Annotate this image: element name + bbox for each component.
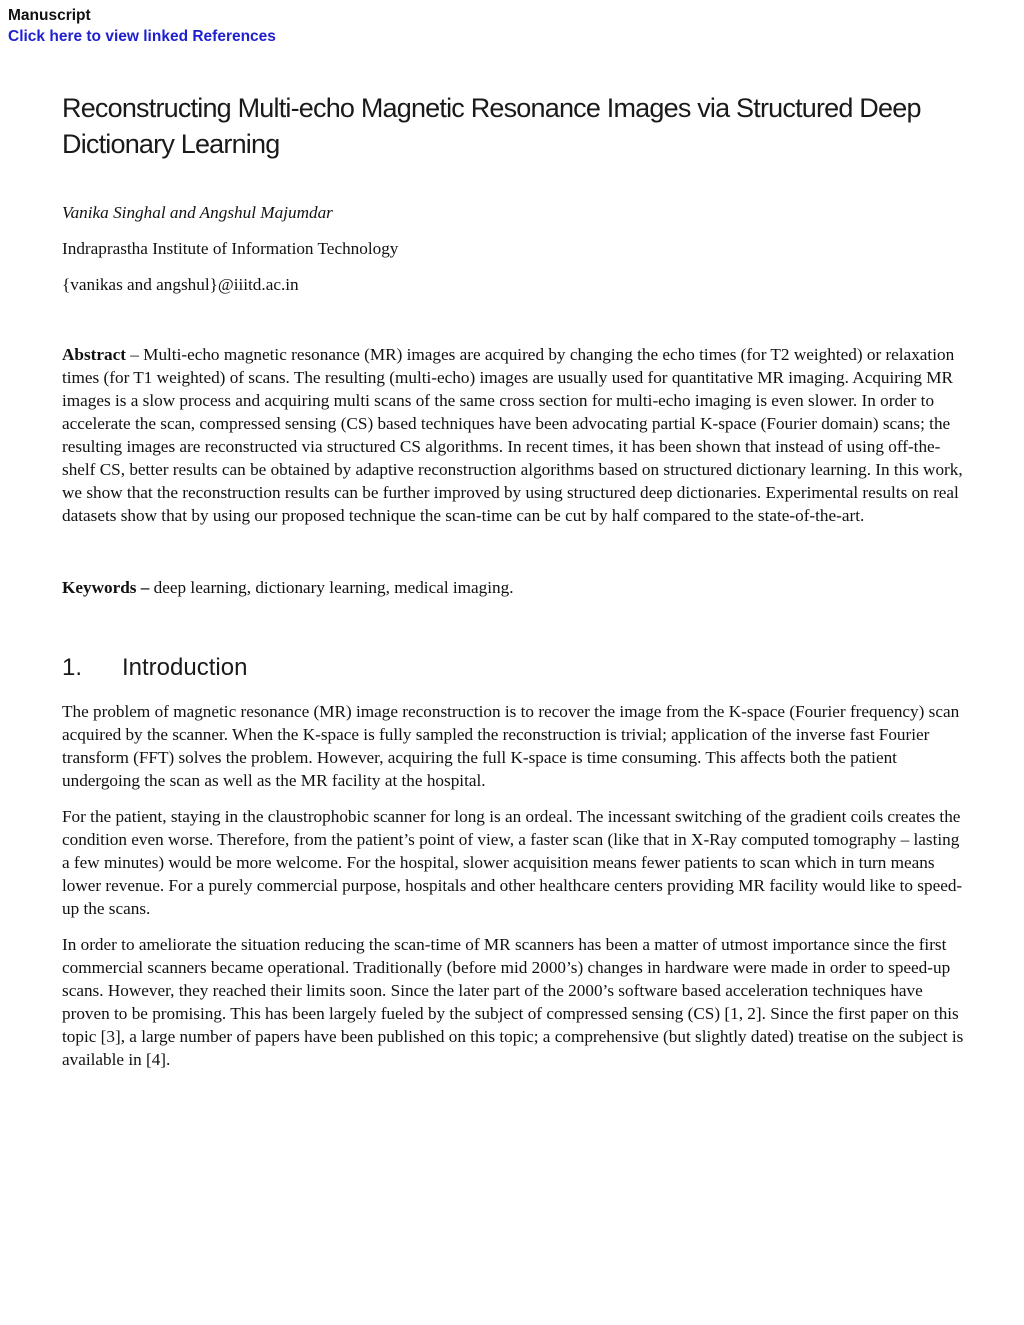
affiliation: Indraprastha Institute of Information Technology	[62, 239, 399, 258]
title-line-1: Reconstructing Multi-echo Magnetic Resonance Images via Structured Deep	[62, 93, 921, 123]
abstract-label: Abstract	[62, 345, 126, 364]
linked-references-link[interactable]: Click here to view linked References	[8, 28, 276, 45]
abstract	[62, 343, 967, 527]
authors: Vanika Singhal and Angshul Majumdar	[62, 203, 333, 222]
keywords	[62, 576, 967, 599]
email: {vanikas and angshul}@iiitd.ac.in	[62, 275, 299, 294]
abstract-text: – Multi-echo magnetic resonance (MR) images are acquired by changing the echo times (for T2 weighted) or relaxation times (for T1 weighted) of scans. The resulting (multi-echo) images are usually used for quantitative MR imaging. Acquiring MR images is a slow process and acquiring multi scans of the same cross section for multi-echo imaging is even slower. In order to accelerate the scan, compressed sensing (CS) based techniques have been advocating partial K-space (Fourier domain) scans; the resulting images are reconstructed via structured CS algorithms. In recent times, it has been shown that instead of using off-the-shelf CS, better results can be obtained by adaptive reconstruction algorithms based on structured dictionary learning. In this work, we show that the reconstruction results can be further improved by using structured deep dictionaries. Experimental results on real datasets show that by using our proposed technique the scan-time can be cut by half compared to the state-of-the-art.	[62, 345, 963, 525]
section-title: Introduction	[122, 654, 248, 681]
paper-body	[62, 90, 967, 1071]
keywords-label: Keywords –	[62, 578, 150, 597]
paper-title	[62, 90, 967, 162]
intro-paragraph-3: In order to ameliorate the situation reducing the scan-time of MR scanners has been a matter of utmost importance since the first commercial scanners became operational. Traditionally (before mid 2000’s) changes in hardware were made in order to speed-up scans. However, they reached their limits soon. Since the later part of the 2000’s software based acceleration techniques have proven to be promising. This has been largely fueled by the subject of compressed sensing (CS) [1, 2]. Since the first paper on this topic [3], a large number of papers have been published on this topic; a comprehensive (but slightly dated) treatise on the subject is available in [4].	[62, 935, 964, 1069]
section-heading	[62, 652, 967, 684]
section-number: 1.	[62, 654, 83, 681]
manuscript-label: Manuscript	[8, 7, 91, 24]
manuscript-header	[8, 5, 276, 47]
title-line-2: Dictionary Learning	[62, 129, 280, 159]
intro-paragraph-1: The problem of magnetic resonance (MR) image reconstruction is to recover the image from the K-space (Fourier frequency) scan acquired by the scanner. When the K-space is fully sampled the reconstruction is trivial; application of the inverse fast Fourier transform (FFT) solves the problem. However, acquiring the full K-space is time consuming. This affects both the patient undergoing the scan as well as the MR facility at the hospital.	[62, 702, 960, 790]
intro-paragraph-2: For the patient, staying in the claustrophobic scanner for long is an ordeal. The incessant switching of the gradient coils creates the condition even worse. Therefore, from the patient’s point of view, a faster scan (like that in X-Ray computed tomography – lasting a few minutes) would be more welcome. For the hospital, slower acquisition means fewer patients to scan which in turn means lower revenue. For a purely commercial purpose, hospitals and other healthcare centers providing MR facility would like to speed-up the scans.	[62, 807, 963, 918]
keywords-text: deep learning, dictionary learning, medical imaging.	[149, 578, 514, 597]
